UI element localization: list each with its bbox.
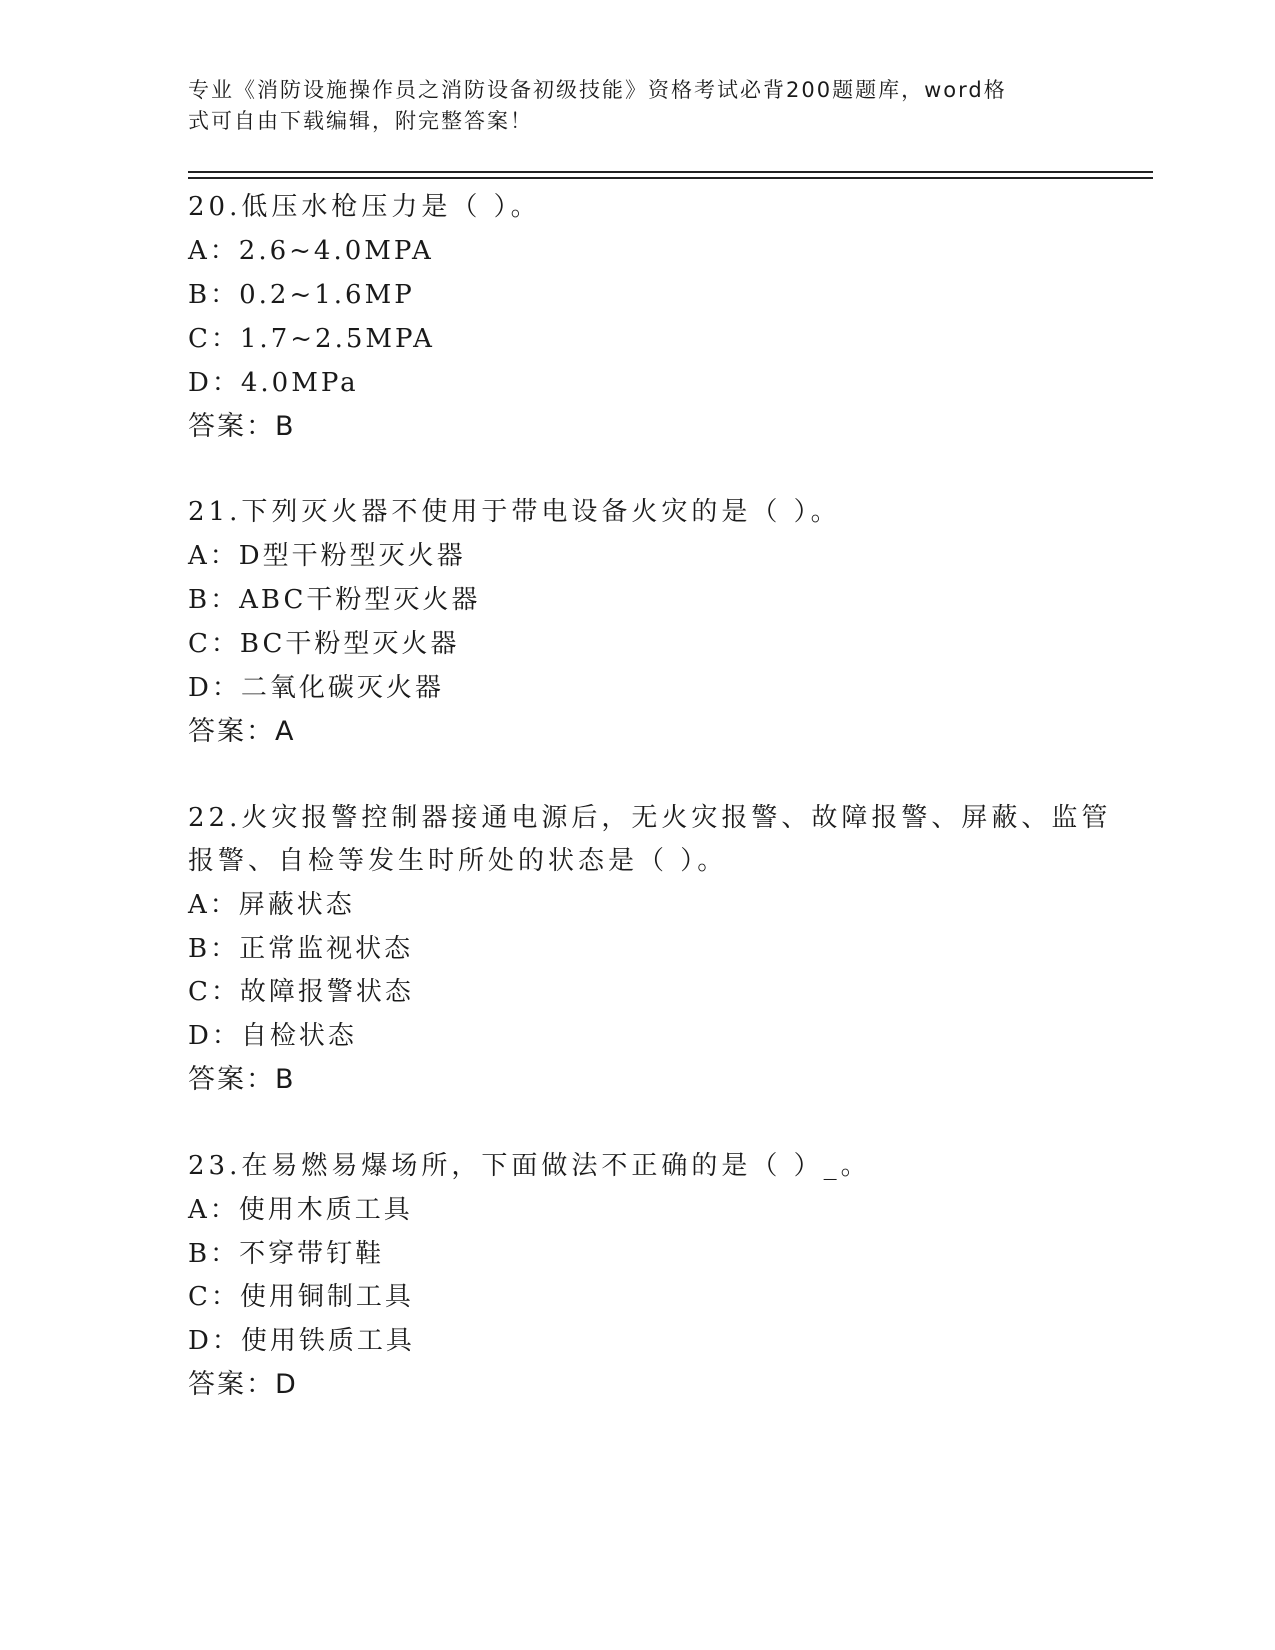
- question-stem-continued: 报警、自检等发生时所处的状态是（ ）。: [188, 846, 728, 876]
- option-b: B：不穿带钉鞋: [188, 1239, 385, 1269]
- header-rule-top: [188, 171, 1153, 173]
- header-rule-bottom: [188, 177, 1153, 179]
- option-b: B：0.2~1.6MP: [188, 280, 415, 310]
- option-c: C：使用铜制工具: [188, 1282, 414, 1312]
- question-stem: 22.火灾报警控制器接通电源后，无火灾报警、故障报警、屏蔽、监管: [188, 803, 1112, 833]
- option-a: A：2.6~4.0MPA: [188, 236, 434, 266]
- answer: 答案：B: [188, 411, 296, 442]
- answer: 答案：D: [188, 1369, 298, 1400]
- option-a: A：D型干粉型灭火器: [188, 541, 466, 571]
- answer: 答案：B: [188, 1064, 296, 1095]
- question-stem: 23.在易燃易爆场所，下面做法不正确的是（ ）_。: [188, 1151, 871, 1181]
- option-b: B：正常监视状态: [188, 934, 414, 964]
- option-c: C：1.7~2.5MPA: [188, 324, 435, 354]
- question-stem: 20.低压水枪压力是（ ）。: [188, 192, 541, 222]
- option-b: B：ABC干粉型灭火器: [188, 585, 481, 615]
- option-c: C：BC干粉型灭火器: [188, 629, 460, 659]
- option-d: D：4.0MPa: [188, 368, 359, 398]
- option-d: D：使用铁质工具: [188, 1326, 415, 1356]
- answer: 答案：A: [188, 716, 296, 747]
- option-a: A：屏蔽状态: [188, 890, 355, 920]
- option-d: D：自检状态: [188, 1021, 357, 1051]
- option-d: D：二氧化碳灭火器: [188, 673, 444, 703]
- option-a: A：使用木质工具: [188, 1195, 413, 1225]
- option-c: C：故障报警状态: [188, 977, 414, 1007]
- document-header-line-1: 专业《消防设施操作员之消防设备初级技能》资格考试必背200题题库，word格: [188, 78, 1007, 102]
- document-header-line-2: 式可自由下载编辑，附完整答案！: [188, 109, 533, 133]
- question-stem: 21.下列灭火器不使用于带电设备火灾的是（ ）。: [188, 497, 841, 527]
